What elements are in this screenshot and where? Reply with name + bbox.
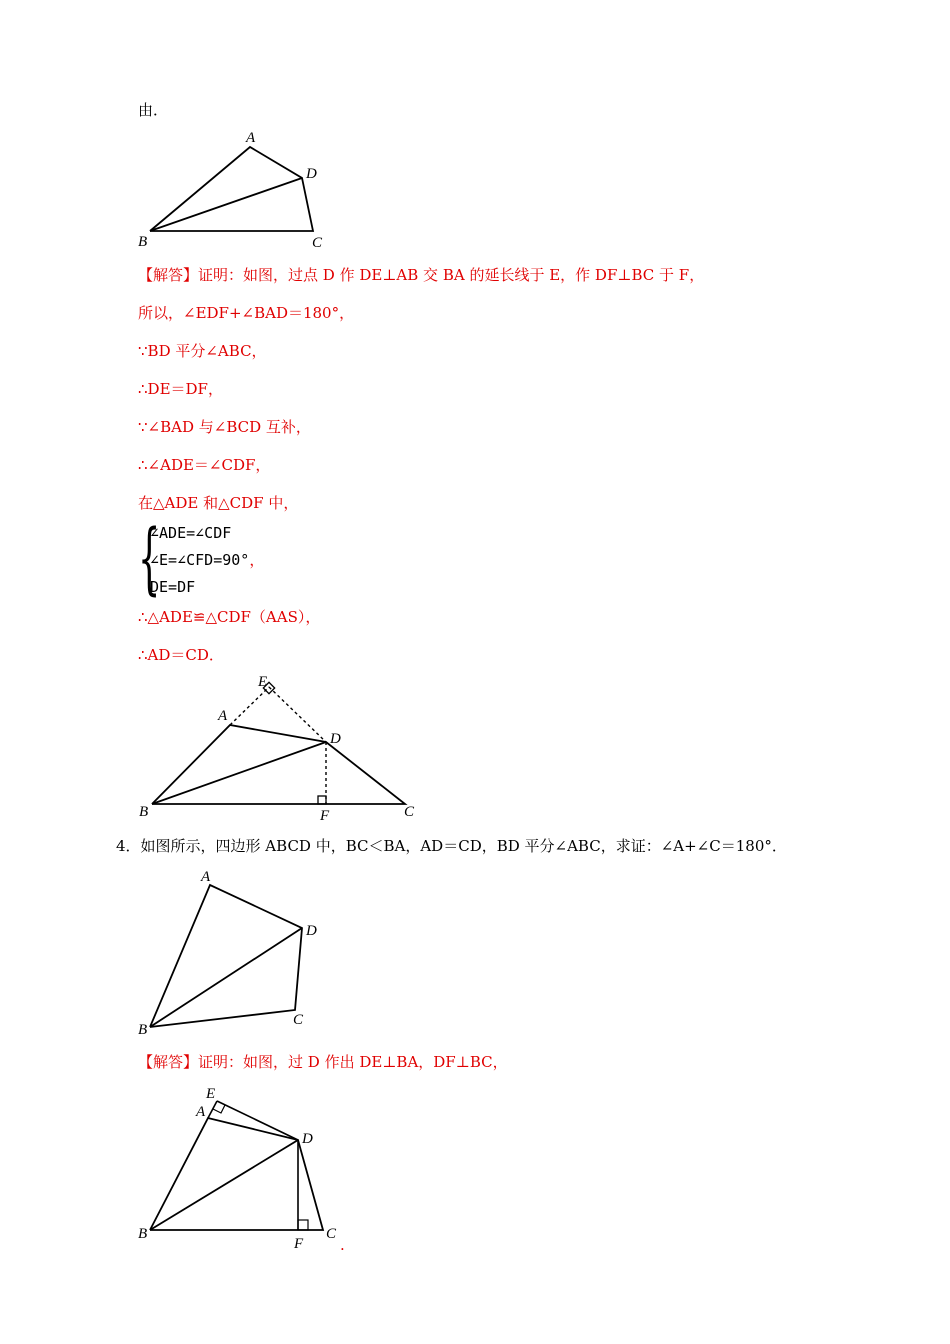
fig4-line-ae <box>208 1101 217 1118</box>
fig4-label-c: C <box>326 1226 337 1242</box>
fig3-quadrilateral <box>150 885 302 1027</box>
fig2-quadrilateral <box>152 725 405 804</box>
fig1-diagonal-bd <box>150 178 302 231</box>
fig3-label-d: D <box>306 923 317 939</box>
fig1-label-b: B <box>138 234 148 250</box>
fig3-label-b: B <box>138 1022 148 1038</box>
fig4-label-a: A <box>196 1104 206 1120</box>
left-brace: { <box>138 514 161 604</box>
sol3-line-4: ∴DE＝DF， <box>138 380 223 398</box>
system-eq-1: ∠ADE=∠CDF <box>150 524 232 542</box>
fig2-dashed-ae <box>230 687 269 725</box>
sol3-line-6: ∴∠ADE＝∠CDF， <box>138 456 271 474</box>
fig1-quadrilateral <box>150 147 313 231</box>
fig2-label-e: E <box>258 674 268 690</box>
figure-3 <box>130 862 340 1042</box>
fig2-label-a: A <box>218 708 228 724</box>
sol3-line-9: ∴AD＝CD． <box>138 646 224 664</box>
sol4-l1-text: 证明：如图，过 D 作出 DE⊥BA，DF⊥BC， <box>198 1053 508 1071</box>
fig2-diagonal-bd <box>152 742 326 804</box>
fig4-label-b: B <box>138 1226 148 1242</box>
fig4-label-d: D <box>302 1131 313 1147</box>
sol3-line-3: ∵BD 平分∠ABC， <box>138 342 267 360</box>
fig1-label-c: C <box>312 235 323 251</box>
fig1-label-d: D <box>306 166 317 182</box>
sol4-line-1 <box>138 1052 508 1072</box>
fig4-line-ed <box>217 1101 298 1140</box>
figure-2 <box>130 670 430 820</box>
fig3-label-c: C <box>293 1012 304 1028</box>
sol3-line-7: 在△ADE 和△CDF 中， <box>138 494 299 512</box>
fig4-label-e: E <box>206 1086 216 1102</box>
sol3-l1-text: 证明：如图，过点 D 作 DE⊥AB 交 BA 的延长线于 E，作 DF⊥BC 于 F， <box>198 266 705 284</box>
fig4-diagonal-bd <box>150 1140 298 1230</box>
answer-tag-2: 【解答】 <box>138 1053 199 1071</box>
fig2-label-d: D <box>330 731 341 747</box>
fig2-right-angle-f <box>318 796 326 804</box>
system-eq-2: ∠E=∠CFD=90°， <box>150 551 265 569</box>
figure-1 <box>130 125 350 255</box>
answer-tag: 【解答】 <box>138 266 199 284</box>
sol3-line-8: ∴△ADE≌△CDF（AAS）， <box>138 608 321 626</box>
sol3-line-2: 所以，∠EDF+∠BAD＝180°， <box>138 304 355 322</box>
fig4-label-f: F <box>294 1236 304 1252</box>
fig4-end-period: . <box>340 1236 345 1254</box>
figure-4 <box>130 1078 360 1258</box>
sol3-line-5: ∵∠BAD 与∠BCD 互补， <box>138 418 311 436</box>
fig2-label-c: C <box>404 804 415 820</box>
fig4-right-angle-f <box>298 1220 308 1230</box>
system-eq-3: DE=DF <box>150 578 196 596</box>
fig3-label-a: A <box>201 869 211 885</box>
fig2-label-b: B <box>139 804 149 820</box>
fig1-label-a: A <box>246 130 256 146</box>
sol3-line-1 <box>138 265 704 285</box>
fig2-label-f: F <box>320 808 330 820</box>
question-4: 4．如图所示，四边形 ABCD 中，BC＜BA，AD＝CD，BD 平分∠ABC，求证：∠A+∠C＝180°． <box>116 837 787 855</box>
intro-tail: 由． <box>138 101 169 119</box>
